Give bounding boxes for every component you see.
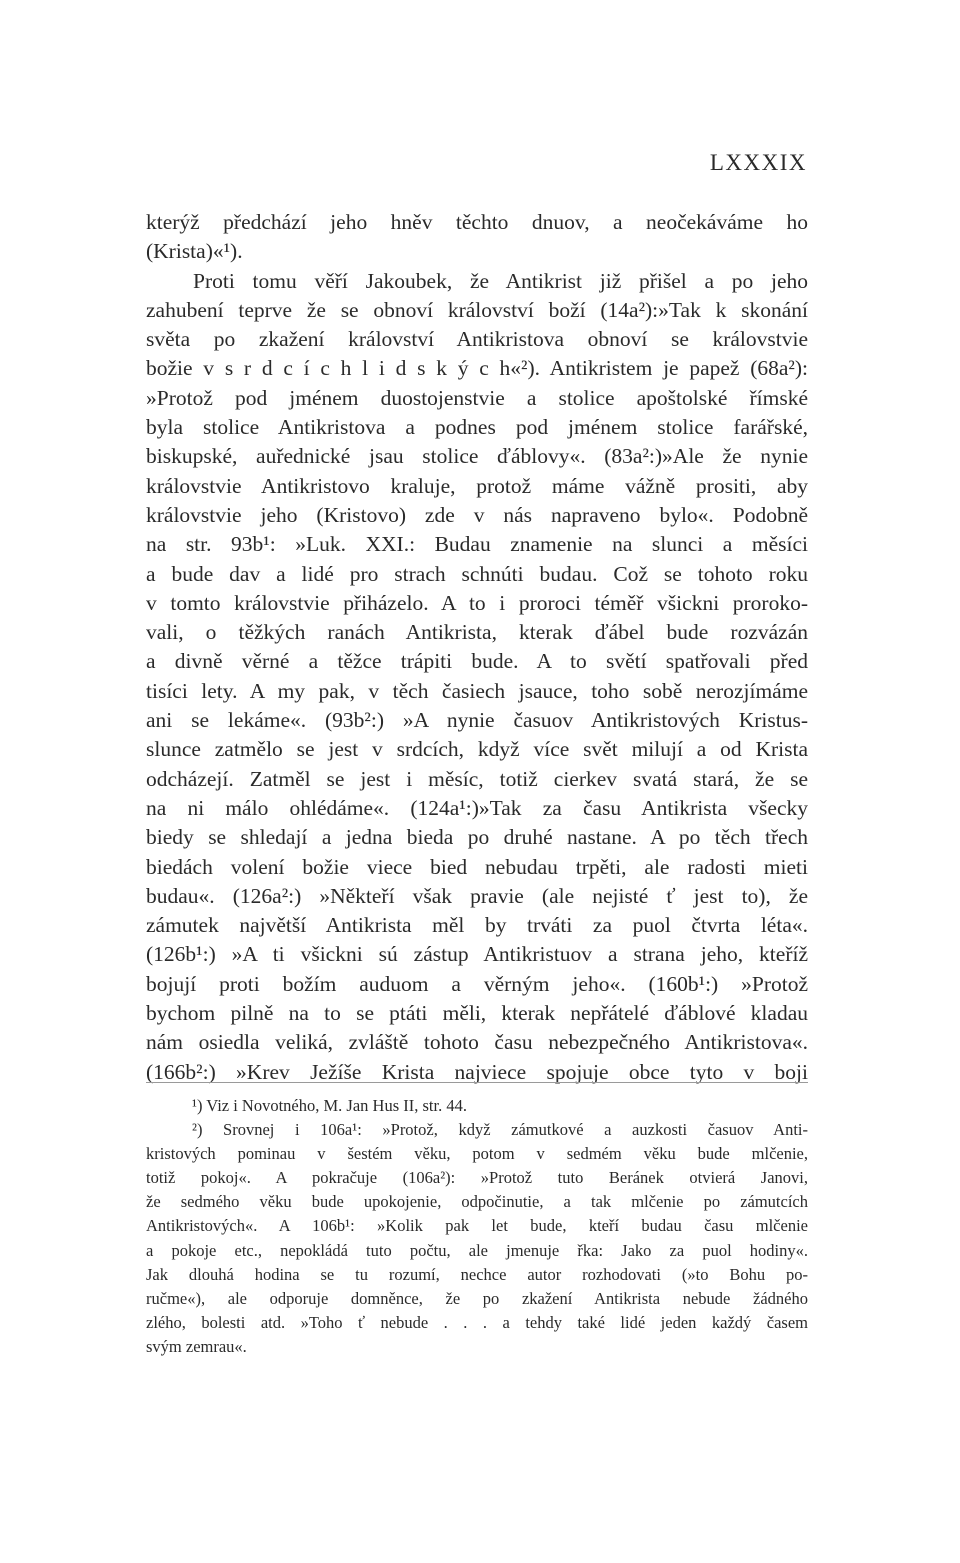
text-line: ani se lekáme«. (93b²:) »A nynie časuov Antikristových Kristus-: [146, 708, 808, 733]
text-line: odcházejí. Zatměl se jest i měsíc, totiž cierkev svatá stará, že se: [146, 766, 808, 791]
page-number: LXXXIX: [709, 150, 807, 175]
text-line: královstvie Antikristovo kraluje, protož máme vážně prositi, aby: [146, 473, 808, 498]
footnote-line: zlého, bolesti atd. »Toho ť nebude . . . a tehdy také lidé jeden každý časem: [146, 1312, 808, 1332]
text-line: v tomto královstvie přiházelo. A to i proroci téměř všickni proroko-: [146, 590, 808, 615]
text-line: na str. 93b¹: »Luk. XXI.: Budau znamenie na slunci a měsíci: [146, 532, 808, 557]
text-line: budau«. (126a²:) »Někteří však pravie (ale nejisté ť jest to), že: [146, 883, 808, 908]
text-line: světa po zkažení království Antikristova obnoví se královstvie: [146, 327, 808, 352]
text-line: Proti tomu věří Jakoubek, že Antikrist již přišel a po jeho: [193, 268, 808, 293]
text-line: vali, o těžkých ranách Antikrista, kterak ďábel bude rozvázán: [146, 620, 808, 645]
text-line: na ni málo ohlédáme«. (124a¹:)»Tak za času Antikrista všecky: [146, 795, 808, 820]
text-line: slunce zatmělo se jest v srdcích, když více svět milují a od Krista: [146, 737, 808, 762]
footnote-line: že sedmého věku bude upokojenie, odpočinutie, a tak mlčenie po zámutcích: [146, 1192, 808, 1212]
text-line: (126b¹:) »A ti všickni sú zástup Antikristuov a strana jeho, kteříž: [146, 942, 808, 967]
footnote-line: kristových pominau v šestém věku, potom v sedmém věku bude mlčenie,: [146, 1144, 808, 1164]
footnote-line: Antikristových«. A 106b¹: »Kolik pak let bude, kteří budau času mlčenie: [146, 1216, 808, 1236]
footnote-separator: [146, 1082, 808, 1083]
footnote-line: Jak dlouhá hodina se tu rozumí, nechce autor rozhodovati (»to Bohu po-: [146, 1264, 808, 1284]
footnote-line: totiž pokoj«. A pokračuje (106a²): »Protož tuto Beránek otvierá Janovi,: [146, 1168, 808, 1188]
text-line: královstvie jeho (Kristovo) zde v nás napraveno bylo«. Podobně: [146, 502, 808, 527]
footnote-line: ²) Srovnej i 106a¹: »Protož, když zámutkové a auzkosti časuov Anti-: [192, 1120, 808, 1140]
footnote-line: a pokoje etc., nepokládá tuto počtu, ale jmenuje řka: Jako za puol hodiny«.: [146, 1240, 808, 1260]
text-line: bychom pilně na to se ptáti měli, kterak nepřátelé ďáblové kladau: [146, 1001, 808, 1026]
footnote-line: svým zemrau«.: [146, 1336, 247, 1356]
text-line: biedy se shledají a jedna bieda po druhé nastane. A po těch třech: [146, 825, 808, 850]
main-text: [146, 208, 808, 1087]
text-line: zámutek najvětší Antikrista měl by trváti za puol čtvrta léta«.: [146, 913, 808, 938]
text-line: biskupské, auřednické jsau stolice ďáblovy«. (83a²:)»Ale že nynie: [146, 444, 808, 469]
text-line: božie v s r d c í c h l i d s k ý c h«²). Antikristem je papež (68a²):: [146, 356, 808, 381]
text-line: bojují proti božím auduom a věrným jeho«. (160b¹:) »Protož: [146, 971, 808, 996]
text-line: byla stolice Antikristova a podnes pod jménem stolice farářské,: [146, 415, 808, 440]
footnote-line: ¹) Viz i Novotného, M. Jan Hus II, str. 44.: [192, 1096, 467, 1115]
footnotes: [146, 1094, 808, 1359]
text-line: biedách volení božie viece bied nebudau trpěti, ale radosti mieti: [146, 854, 808, 879]
text-line: tisíci lety. A my pak, v těch časiech jsauce, toho sobě nerozjímáme: [146, 678, 808, 703]
text-line: zahubení teprve že se obnoví království boží (14a²):»Tak k skonání: [146, 297, 808, 322]
text-line: (Krista)«¹).: [146, 239, 243, 264]
text-line: a bude dav a lidé pro strach schnúti budau. Což se tohoto roku: [146, 561, 808, 586]
text-line: (166b²:) »Krev Ježíše Krista najviece spojuje obce tyto v boji: [146, 1059, 808, 1084]
text-line: nám osiedla veliká, zvláště tohoto času nebezpečného Antikristova«.: [146, 1030, 808, 1055]
footnote-line: ručme«), ale odporuje domněnce, že po zkažení Antikrista nebude žádného: [146, 1288, 808, 1308]
text-line: »Protož pod jménem duostojenstvie a stolice apoštolské římské: [146, 385, 808, 410]
text-line: kterýž předchází jeho hněv těchto dnuov, a neočekáváme ho: [146, 210, 808, 234]
text-line: a divně věrné a těžce trápiti bude. A to světí spatřovali před: [146, 649, 808, 674]
